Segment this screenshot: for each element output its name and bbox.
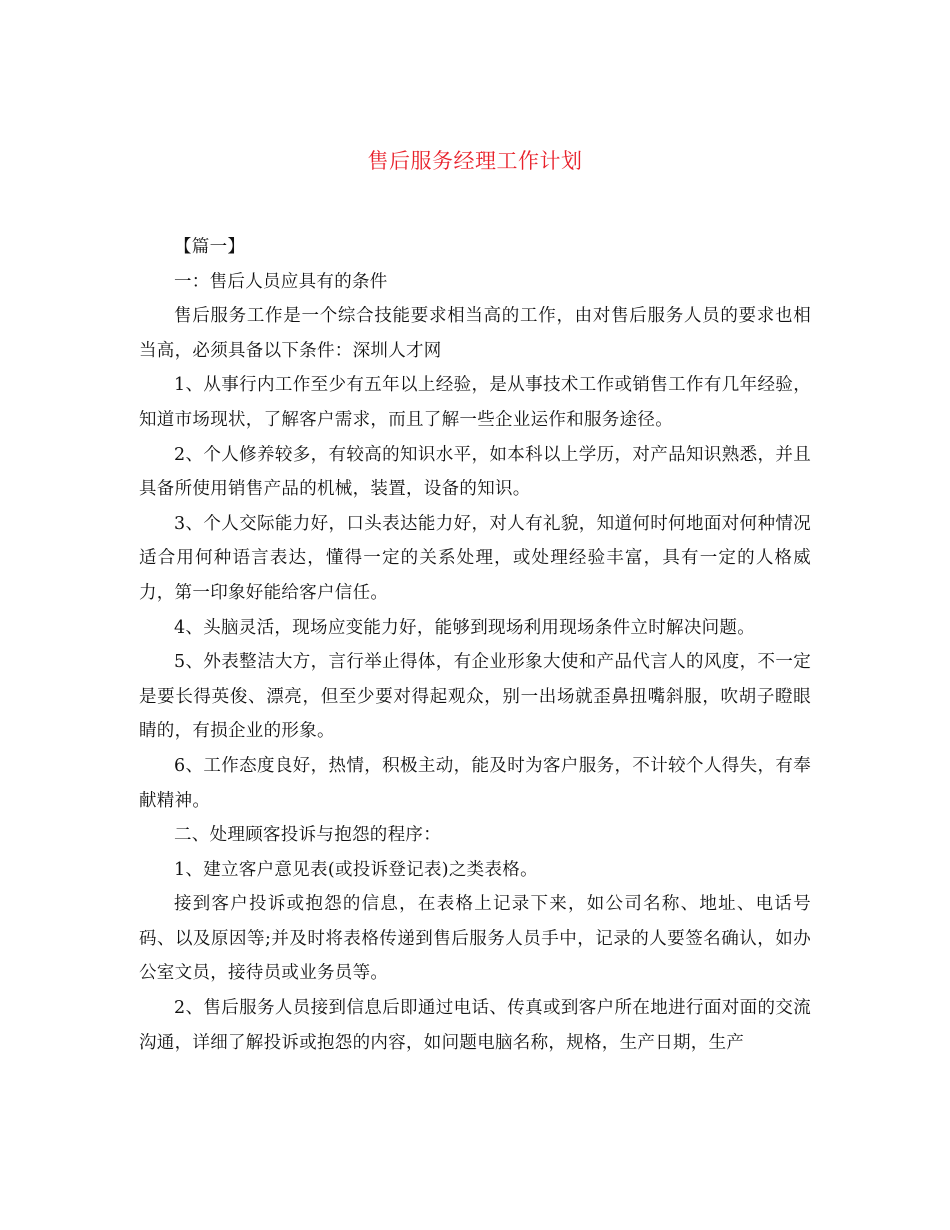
paragraph: 接到客户投诉或抱怨的信息，在表格上记录下来，如公司名称、地址、电话号码、以及原因等;并及时将表格传递到售后服务人员手中，记录的人要签名确认，如办公室文员，接待员或业务员等。: [139, 894, 811, 984]
document-title: 售后服务经理工作计划: [367, 149, 583, 173]
paragraph-section-marker: 【篇一】: [174, 237, 246, 257]
paragraph: 售后服务工作是一个综合技能要求相当高的工作，由对售后服务人员的要求也相当高，必须具备以下条件：深圳人才网: [139, 306, 811, 361]
paragraph: 1、从事行内工作至少有五年以上经验，是从事技术工作或销售工作有几年经验，知道市场现状，了解客户需求，而且了解一些企业运作和服务途径。: [139, 375, 811, 430]
paragraph: 1、建立客户意见表(或投诉登记表)之类表格。: [174, 859, 538, 880]
paragraph: 2、售后服务人员接到信息后即通过电话、传真或到客户所在地进行面对面的交流沟通，详细了解投诉或抱怨的内容，如问题电脑名称，规格，生产日期，生产: [139, 998, 811, 1053]
paragraph: 6、工作态度良好，热情，积极主动，能及时为客户服务，不计较个人得失，有奉献精神。: [139, 755, 811, 811]
paragraph: 3、个人交际能力好，口头表达能力好，对人有礼貌，知道何时何地面对何种情况适合用何种语言表达，懂得一定的关系处理，或处理经验丰富，具有一定的人格威力，第一印象好能给客户信任。: [139, 513, 811, 603]
document-body: [139, 230, 811, 1060]
paragraph-heading-1: 一：售后人员应具有的条件: [174, 271, 388, 292]
paragraph: 4、头脑灵活，现场应变能力好，能够到现场利用现场条件立时解决问题。: [174, 617, 756, 638]
paragraph: 5、外表整洁大方，言行举止得体，有企业形象大使和产品代言人的风度，不一定是要长得英俊、漂亮，但至少要对得起观众，别一出场就歪鼻扭嘴斜服，吹胡子瞪眼睛的，有损企业的形象。: [139, 652, 811, 742]
paragraph-heading-2: 二、处理顾客投诉与抱怨的程序：: [174, 825, 441, 846]
paragraph: 2、个人修养较多，有较高的知识水平，如本科以上学历，对产品知识熟悉，并且具备所使用销售产品的机械，装置，设备的知识。: [139, 444, 811, 500]
